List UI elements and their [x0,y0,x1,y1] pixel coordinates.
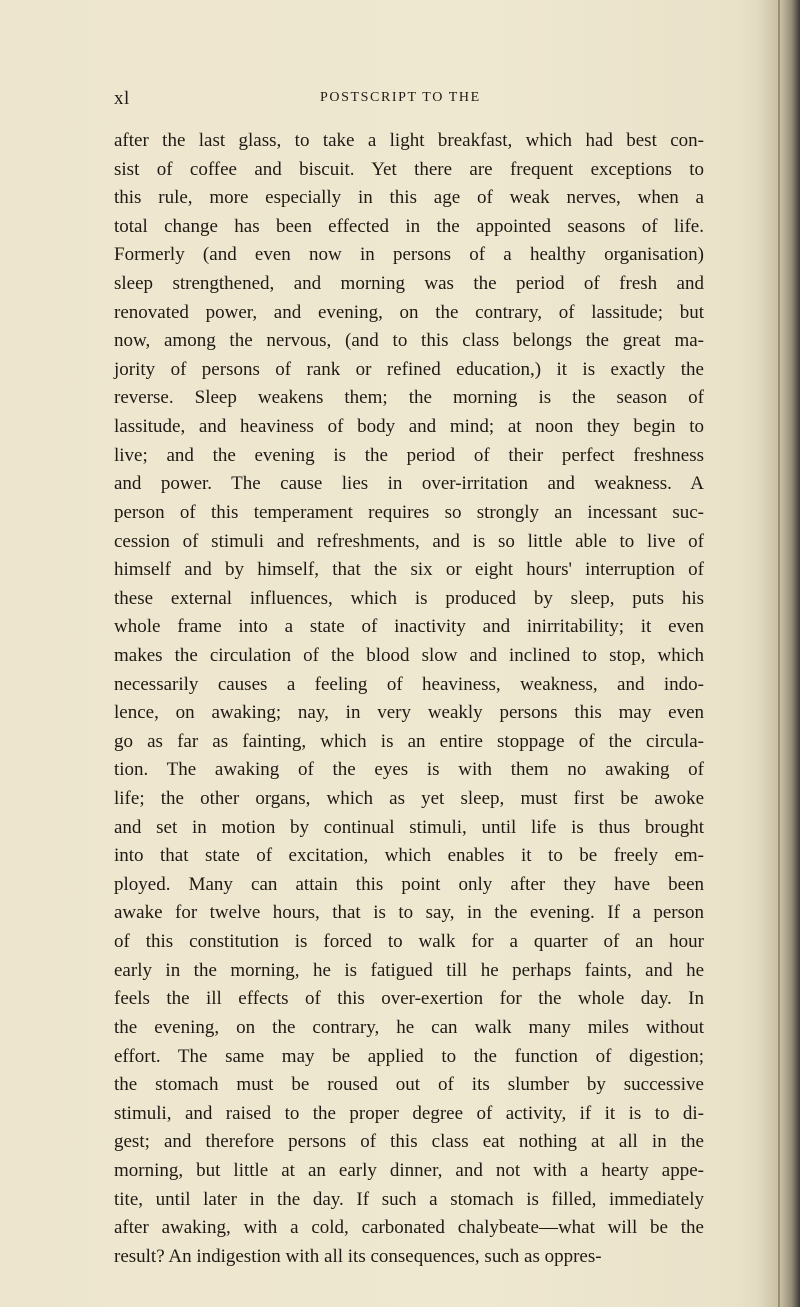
text-line: feels the ill effects of this over-exertion for the whole day. In [114,988,704,1010]
running-title: POSTSCRIPT TO THE [320,90,481,105]
text-line: and set in motion by continual stimuli, until life is thus brought [114,816,704,838]
text-line: of this constitution is forced to walk for a quarter of an hour [114,931,704,953]
text-line: cession of stimuli and refreshments, and is so little able to live of [114,530,704,552]
page-fold-line [778,0,780,1307]
text-line: lassitude, and heaviness of body and mind; at noon they begin to [114,416,704,438]
text-line: after the last glass, to take a light breakfast, which had best con- [114,130,704,151]
text-line: life; the other organs, which as yet sleep, must first be awoke [114,788,704,810]
text-line: Formerly (and even now in persons of a healthy organisation) [114,244,704,266]
text-line: these external influences, which is produced by sleep, puts his [114,587,704,609]
text-line: and power. The cause lies in over-irritation and weakness. A [114,473,704,495]
text-line: after awaking, with a cold, carbonated chalybeate—what will be the [114,1217,704,1239]
text-line: person of this temperament requires so strongly an incessant suc- [114,501,704,523]
text-line: whole frame into a state of inactivity and inirritability; it even [114,616,704,638]
text-line: live; and the evening is the period of their perfect freshness [114,444,704,466]
text-line: morning, but little at an early dinner, and not with a hearty appe- [114,1159,704,1181]
page-number: xl [114,88,130,109]
text-line: tion. The awaking of the eyes is with them no awaking of [114,759,704,781]
running-head [114,88,714,112]
text-line: awake for twelve hours, that is to say, in the evening. If a person [114,902,704,924]
text-line: now, among the nervous, (and to this class belongs the great ma- [114,330,704,352]
text-line: into that state of excitation, which enables it to be freely em- [114,845,704,867]
text-line: jority of persons of rank or refined education,) it is exactly the [114,358,704,380]
text-line: result? An indigestion with all its consequences, such as oppres- [114,1245,602,1267]
body-text [114,127,704,1271]
text-line: renovated power, and evening, on the contrary, of lassitude; but [114,301,704,323]
text-line: sist of coffee and biscuit. Yet there are frequent exceptions to [114,158,704,180]
text-line: the evening, on the contrary, he can walk many miles without [114,1016,704,1038]
text-line: necessarily causes a feeling of heaviness, weakness, and indo- [114,673,704,695]
text-line: this rule, more especially in this age of weak nerves, when a [114,187,704,209]
text-line: stimuli, and raised to the proper degree of activity, if it is to di- [114,1102,704,1124]
text-line: gest; and therefore persons of this class eat nothing at all in the [114,1131,704,1153]
text-line: effort. The same may be applied to the function of digestion; [114,1045,704,1067]
text-line: tite, until later in the day. If such a stomach is filled, immediately [114,1188,704,1210]
text-line: sleep strengthened, and morning was the period of fresh and [114,273,704,295]
text-line: the stomach must be roused out of its slumber by successive [114,1074,704,1096]
text-line: reverse. Sleep weakens them; the morning is the season of [114,387,704,409]
text-line: early in the morning, he is fatigued till he perhaps faints, and he [114,959,704,981]
text-line: himself and by himself, that the six or eight hours' interruption of [114,559,704,581]
text-line: go as far as fainting, which is an entire stoppage of the circula- [114,730,704,752]
text-line: makes the circulation of the blood slow and inclined to stop, which [114,644,704,666]
text-line: total change has been effected in the appointed seasons of life. [114,215,704,237]
text-line: lence, on awaking; nay, in very weakly persons this may even [114,702,704,724]
text-line: ployed. Many can attain this point only after they have been [114,873,704,895]
